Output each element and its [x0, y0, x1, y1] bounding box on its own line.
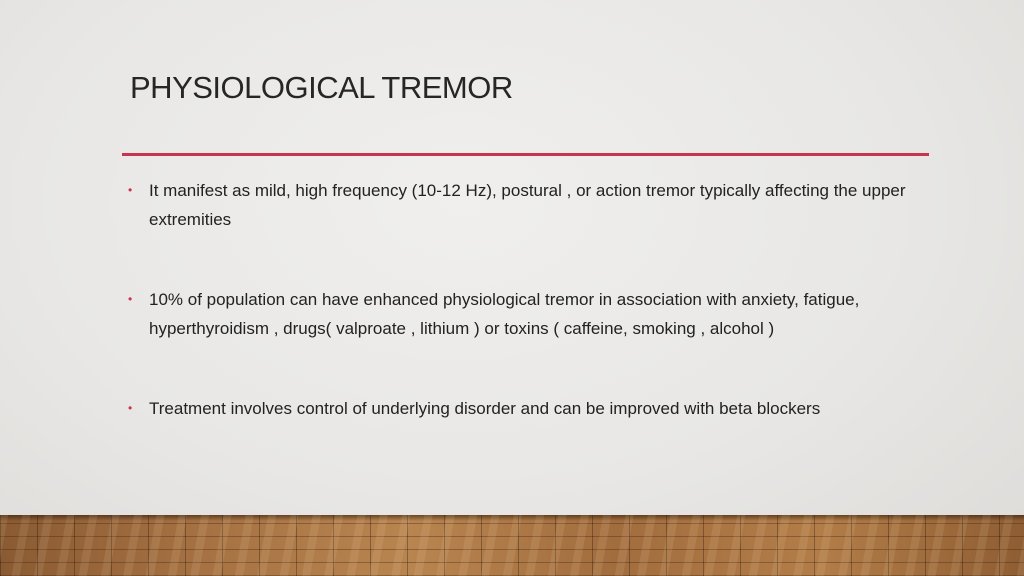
- bullet-dot-icon: •: [128, 183, 133, 197]
- title-divider: [122, 153, 929, 156]
- bullet-dot-icon: •: [128, 292, 133, 306]
- bullet-dot-icon: •: [128, 401, 133, 415]
- bullet-text: It manifest as mild, high frequency (10-12 Hz), postural , or action tremor typically affecting the upper extremities: [149, 181, 906, 229]
- bullet-text: 10% of population can have enhanced physiological tremor in association with anxiety, fatigue, hyperthyroidism , drugs( valproate , lithium ) or toxins ( caffeine, smoking , alcohol ): [149, 290, 860, 338]
- bullet-item: [128, 394, 918, 423]
- bullet-text: Treatment involves control of underlying disorder and can be improved with beta blockers: [149, 399, 821, 418]
- bullet-item: [128, 285, 918, 343]
- bullet-list: [128, 176, 918, 423]
- slide-title: PHYSIOLOGICAL TREMOR: [130, 70, 513, 105]
- bullet-item: [128, 176, 918, 234]
- wood-floor-decoration: [0, 515, 1024, 576]
